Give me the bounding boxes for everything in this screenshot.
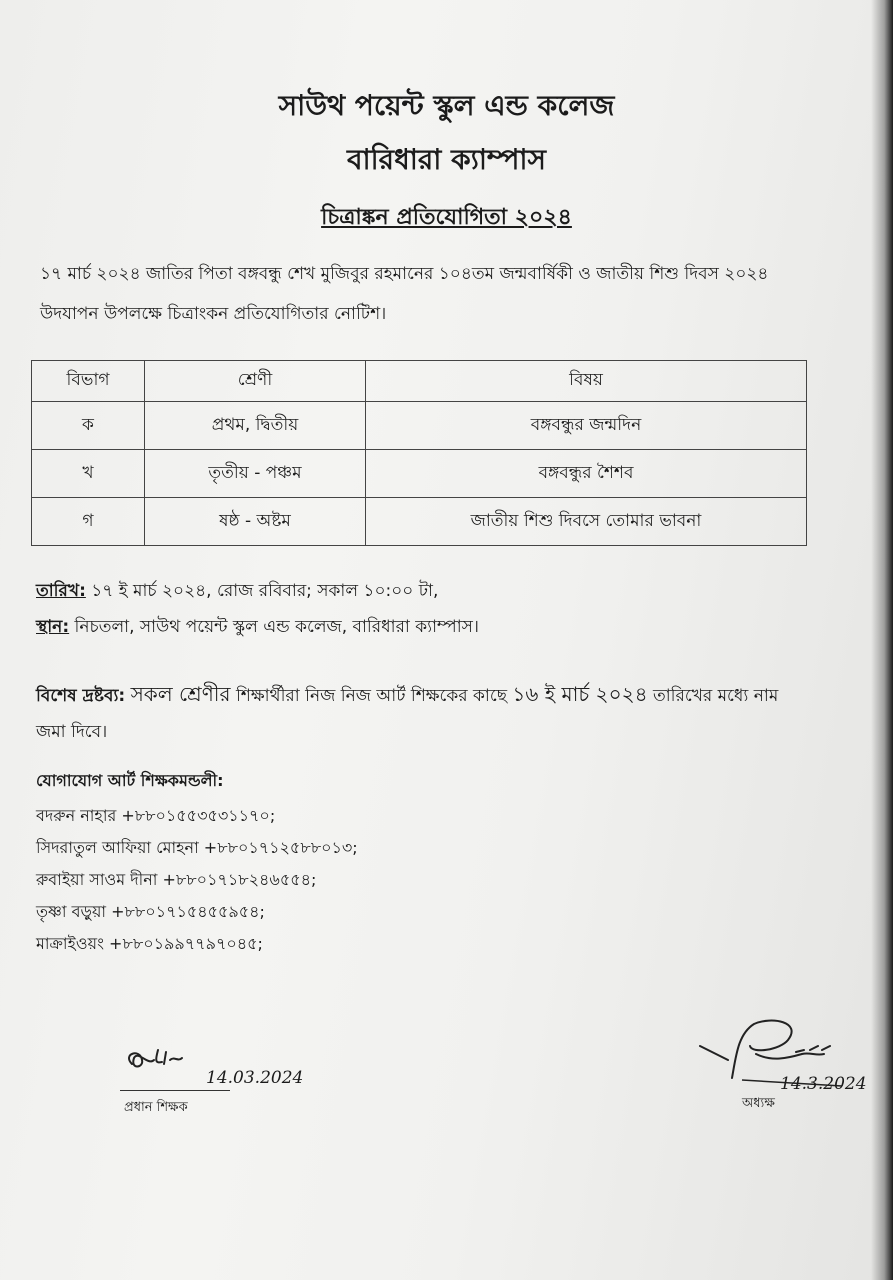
cell-subject: বঙ্গবন্ধুর জন্মদিন [366, 402, 807, 450]
contacts-list [36, 800, 358, 960]
cell-class: তৃতীয় - পঞ্চম [145, 450, 366, 498]
cell-class: প্রথম, দ্বিতীয় [145, 402, 366, 450]
note-date: ১৬ ই মার্চ ২০২৪ [512, 682, 648, 706]
note-middle: শিক্ষার্থীরা নিজ নিজ আর্ট শিক্ষকের কাছে [235, 686, 507, 706]
head-teacher-title: প্রধান শিক্ষক [124, 1100, 188, 1115]
principal-signature [692, 1016, 882, 1116]
table-header-row [32, 361, 807, 402]
note-emphasis: সকল শ্রেণীর [130, 682, 231, 706]
principal-sign-date: 14.3.2024 [780, 1074, 867, 1094]
place-line [36, 614, 479, 642]
place-value: নিচতলা, সাউথ পয়েন্ট স্কুল এন্ড কলেজ, বারিধারা ক্যাম্পাস। [74, 617, 479, 637]
contact-item: রুবাইয়া সাওম দীনা +৮৮০১৭১৮২৪৬৫৫৪; [36, 870, 317, 889]
special-note [36, 676, 806, 750]
cell-class: ষষ্ঠ - অষ্টম [145, 498, 366, 546]
cell-section: ক [32, 402, 145, 450]
date-line [36, 578, 438, 606]
signature-line [120, 1090, 230, 1091]
competition-title [0, 200, 893, 237]
header-class: শ্রেণী [145, 361, 366, 402]
cell-section: গ [32, 498, 145, 546]
intro-paragraph: ১৭ মার্চ ২০২৪ জাতির পিতা বঙ্গবন্ধু শেখ মুজিবুর রহমানের ১০৪তম জন্মবার্ষিকী ও জাতীয় শিশু দিবস ২০২৪ উদযাপন উপলক্ষে চিত্রাংকন প্রতিযোগিতার নোটিশ। [40, 264, 769, 324]
cell-subject: জাতীয় শিশু দিবসে তোমার ভাবনা [366, 498, 807, 546]
schedule-table [31, 360, 807, 546]
table-row [32, 402, 807, 450]
school-name: সাউথ পয়েন্ট স্কুল এন্ড কলেজ [278, 89, 615, 122]
note-rest: তারিখের মধ্যে নাম জমা দিবে। [36, 686, 779, 742]
contact-item: তৃষ্ণা বড়ুয়া +৮৮০১৭১৫৪৫৫৯৫৪; [36, 902, 265, 921]
cell-subject: বঙ্গবন্ধুর শৈশব [366, 450, 807, 498]
date-label: তারিখ: [36, 581, 86, 601]
cell-section: খ [32, 450, 145, 498]
date-value: ১৭ ই মার্চ ২০২৪, রোজ রবিবার; সকাল ১০:০০ টা, [91, 581, 439, 601]
contacts-title: যোগাযোগ আর্ট শিক্ষকমন্ডলী: [36, 771, 224, 790]
header-subject: বিষয় [366, 361, 807, 402]
table-row [32, 450, 807, 498]
place-label: স্থান: [36, 617, 70, 637]
note-label: বিশেষ দ্রষ্টব্য: [36, 686, 126, 706]
contact-item: সিদরাতুল আফিয়া মোহনা +৮৮০১৭১২৫৮৮০১৩; [36, 838, 358, 857]
contact-item: বদরুন নাহার +৮৮০১৫৫৩৫৩১১৭০; [36, 806, 276, 825]
header-section: বিভাগ [32, 361, 145, 402]
table-row [32, 498, 807, 546]
principal-title: অধ্যক্ষ [742, 1096, 775, 1111]
competition-title-text: চিত্রাঙ্কন প্রতিযোগিতা ২০২৪ [321, 205, 572, 230]
contact-item: মাক্রাইওয়ং +৮৮০১৯৯৭৭৯৭০৪৫; [36, 934, 263, 953]
head-teacher-sign-date: 14.03.2024 [206, 1068, 304, 1088]
campus-name: বারিধারা ক্যাম্পাস [346, 143, 547, 176]
